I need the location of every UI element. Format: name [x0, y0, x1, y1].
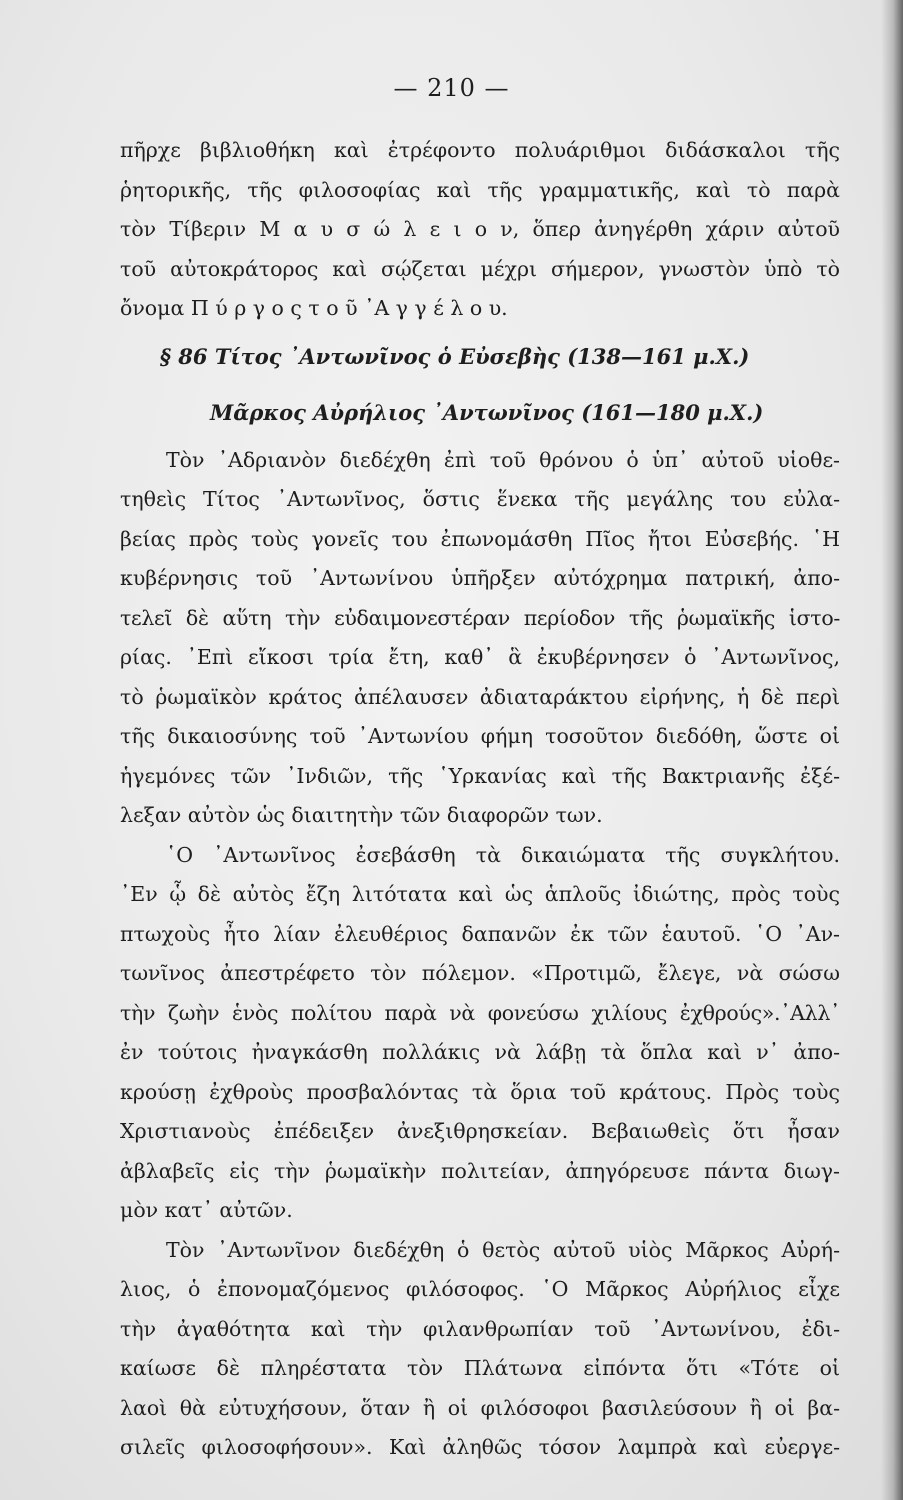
text-line: μὸν κατ᾿ αὐτῶν. [120, 1198, 293, 1222]
text-line: βείας πρὸς τοὺς γονεῖς του ἐπωνομάσθη Πῖος ἤτοι Εὐσεβής. ῾Η [120, 526, 840, 551]
page-text [120, 131, 840, 1468]
text-line: πῆρχε βιβλιοθήκη καὶ ἐτρέφοντο πολυάριθμοι διδάσκαλοι τῆς [120, 138, 840, 162]
text-line: τῆς δικαιοσύνης τοῦ ᾿Αντωνίου φήμη τοσοῦτον διεδόθη, ὥστε οἱ [120, 724, 840, 748]
text-line: τὴν ἀγαθότητα καὶ τὴν φιλανθρωπίαν τοῦ ᾿Αντωνίνου, ἐδι- [120, 1316, 840, 1341]
text-line: ὄνομα Π ύ ρ γ ο ς τ ο ῦ ᾿Α γ γ έ λ ο υ. [120, 296, 508, 320]
text-line: ἀβλαβεῖς εἰς τὴν ῥωμαϊκὴν πολιτείαν, ἀπηγόρευσε πάντα διωγ- [120, 1158, 840, 1183]
text-line: ἡγεμόνες τῶν ᾿Ινδιῶν, τῆς ῾Υρκανίας καὶ τῆς Βακτριανῆς ἐξέ- [120, 763, 840, 788]
text-line: τελεῖ δὲ αὕτη τὴν εὐδαιμονεστέραν περίοδον τῆς ῥωμαϊκῆς ἱστο- [120, 605, 840, 630]
page-binding-shadow [881, 0, 903, 1500]
section-subheading: Μᾶρκος Αὐρήλιος ᾿Αντωνῖνος (161—180 μ.Χ.) [210, 399, 764, 425]
text-line: ῥητορικῆς, τῆς φιλοσοφίας καὶ τῆς γραμματικῆς, καὶ τὸ παρὰ [120, 177, 840, 202]
text-line: πτωχοὺς ἦτο λίαν ἐλευθέριος δαπανῶν ἐκ τῶν ἑαυτοῦ. ῾Ο ᾿Αν- [120, 921, 840, 946]
text-line: κρούσῃ ἐχθροὺς προσβαλόντας τὰ ὅρια τοῦ κράτους. Πρὸς τοὺς [120, 1079, 840, 1104]
text-line: λεξαν αὐτὸν ὡς διαιτητὴν τῶν διαφορῶν των. [120, 803, 603, 827]
section-heading: § 86 Τίτος ᾿Αντωνῖνος ὁ Εὐσεβὴς (138—161 μ.Χ.) [160, 343, 750, 369]
text-line: τὸ ῥωμαϊκὸν κράτος ἀπέλαυσεν ἀδιαταράκτου εἰρήνης, ἡ δὲ περὶ [120, 684, 840, 709]
text-line: Τὸν ᾿Αδριανὸν διεδέχθη ἐπὶ τοῦ θρόνου ὁ ὑπ᾿ αὐτοῦ υἱοθε- [166, 447, 840, 472]
text-line: ᾿Εν ᾧ δὲ αὐτὸς ἔζη λιτότατα καὶ ὡς ἁπλοῦς ἰδιώτης, πρὸς τοὺς [120, 882, 840, 906]
text-line: ἐν τούτοις ἠναγκάσθη πολλάκις νὰ λάβῃ τὰ ὅπλα καὶ ν᾿ ἀπο- [120, 1040, 840, 1064]
text-line: τωνῖνος ἀπεστρέφετο τὸν πόλεμον. «Προτιμῶ, ἔλεγε, νὰ σώσω [120, 961, 840, 985]
text-line: ῾Ο ᾿Αντωνῖνος ἐσεβάσθη τὰ δικαιώματα τῆς συγκλήτου. [166, 842, 840, 867]
text-line: λαοὶ θὰ εὐτυχήσουν, ὅταν ἢ οἱ φιλόσοφοι βασιλεύσουν ἢ οἱ βα- [120, 1395, 840, 1420]
text-line: Χριστιανοὺς ἐπέδειξεν ἀνεξιθρησκείαν. Βεβαιωθεὶς ὅτι ἦσαν [120, 1119, 840, 1143]
text-line: τηθεὶς Τίτος ᾿Αντωνῖνος, ὅστις ἕνεκα τῆς μεγάλης του εὐλα- [120, 487, 840, 511]
text-line: τὸν Τίβεριν Μ α υ σ ώ λ ε ι ο ν, ὅπερ ἀνηγέρθη χάριν αὐτοῦ [120, 217, 840, 241]
text-line: λιος, ὁ ἐπονομαζόμενος φιλόσοφος. ῾Ο Μᾶρκος Αὐρήλιος εἶχε [120, 1277, 840, 1301]
text-line: τὴν ζωὴν ἑνὸς πολίτου παρὰ νὰ φονεύσω χιλίους ἐχθρούς».᾿Αλλ᾿ [120, 1000, 840, 1025]
page-number: — 210 — [393, 74, 510, 102]
text-line: καίωσε δὲ πληρέστατα τὸν Πλάτωνα εἰπόντα ὅτι «Τότε οἱ [120, 1356, 840, 1380]
text-line: ρίας. ᾿Επὶ εἴκοσι τρία ἔτη, καθ᾿ ἃ ἐκυβέρνησεν ὁ ᾿Αντωνῖνος, [120, 645, 840, 669]
text-line: σιλεῖς φιλοσοφήσουν». Καὶ ἀληθῶς τόσον λαμπρὰ καὶ εὐεργε- [120, 1435, 840, 1459]
text-line: κυβέρνησις τοῦ ᾿Αντωνίνου ὑπῆρξεν αὐτόχρημα πατρική, ἀπο- [120, 566, 840, 590]
text-line: τοῦ αὐτοκράτορος καὶ σῴζεται μέχρι σήμερον, γνωστὸν ὑπὸ τὸ [120, 256, 840, 281]
text-line: Τὸν ᾿Αντωνῖνον διεδέχθη ὁ θετὸς αὐτοῦ υἱὸς Μᾶρκος Αὐρή- [166, 1237, 840, 1262]
